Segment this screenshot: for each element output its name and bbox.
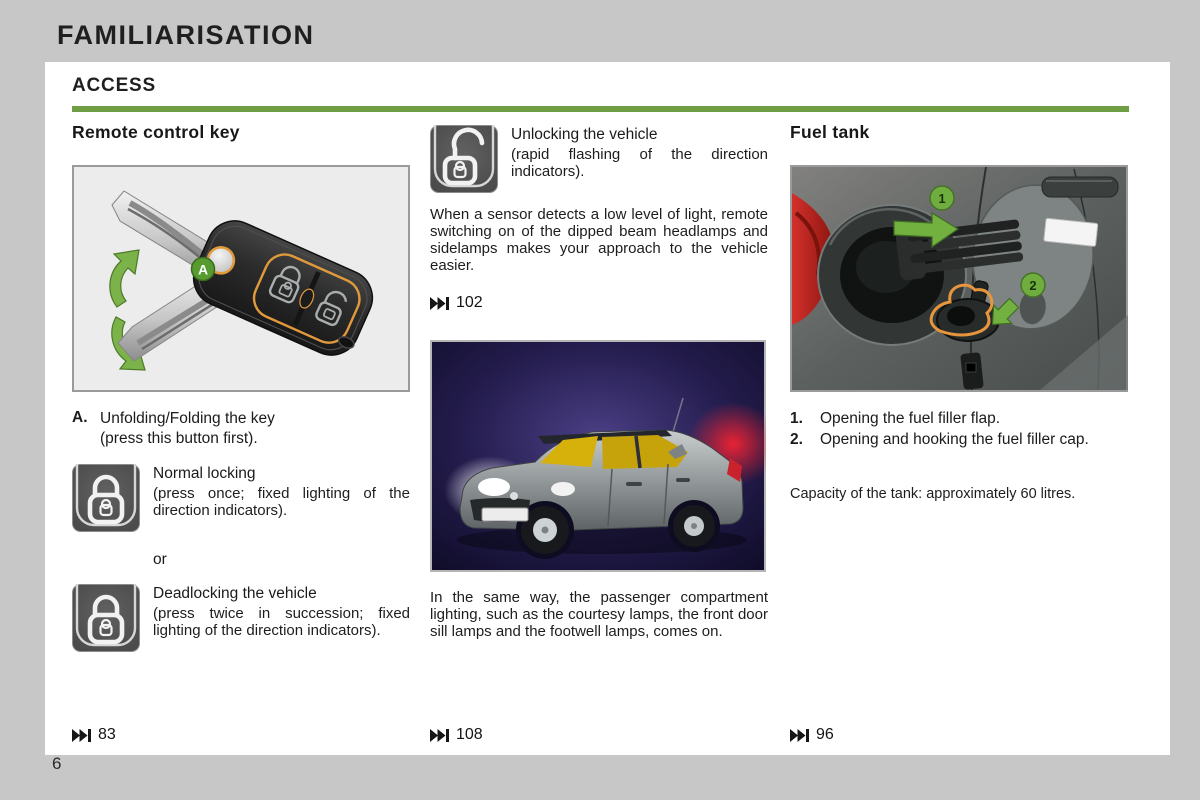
column-fuel-tank xyxy=(790,62,1128,755)
page-reference-number: 102 xyxy=(456,294,483,311)
page-title: FAMILIARISATION xyxy=(57,20,315,50)
flap-sticker xyxy=(1044,218,1098,246)
fuel-step-1 xyxy=(790,409,1128,429)
svg-text:A: A xyxy=(197,261,209,278)
item-a-label: A. xyxy=(72,409,88,426)
fuel-step-2 xyxy=(790,430,1128,450)
remote-key-heading: Remote control key xyxy=(72,122,240,142)
deadlocking-row xyxy=(72,584,410,652)
sensor-paragraph: When a sensor detects a low level of light, remote switching on of the dipped beam headlamps and sidelamps makes your approach to the vehicle easier. xyxy=(430,206,768,274)
lock-closed-icon xyxy=(72,584,140,652)
normal-locking-title: Normal locking xyxy=(153,465,256,482)
page-reference-icon xyxy=(790,729,809,742)
or-separator: or xyxy=(153,551,167,568)
unlocking-row xyxy=(430,125,768,193)
page-reference-icon xyxy=(72,729,91,742)
svg-text:1: 1 xyxy=(938,191,946,206)
step-number: 2. xyxy=(790,431,803,448)
item-a xyxy=(72,409,275,449)
deadlocking-detail: (press twice in succession; fixed lighting of the direction indicators). xyxy=(153,605,410,639)
page-reference xyxy=(430,726,483,744)
compartment-paragraph: In the same way, the passenger compartment lighting, such as the courtesy lamps, the front door sill lamps and the footwell lamps, comes on. xyxy=(430,589,768,640)
night-lighting-figure xyxy=(430,340,766,572)
page-reference-number: 96 xyxy=(816,726,834,743)
step-number: 1. xyxy=(790,410,803,427)
deadlocking-title: Deadlocking the vehicle xyxy=(153,585,317,602)
fuel-tank-figure xyxy=(790,165,1128,392)
page-reference-number: 83 xyxy=(98,726,116,743)
lock-closed-icon xyxy=(72,464,140,532)
unlocking-title: Unlocking the vehicle xyxy=(511,126,658,143)
marker-a xyxy=(192,258,215,281)
door-handle xyxy=(1042,177,1118,197)
content-sheet xyxy=(45,62,1170,755)
page-reference-number: 108 xyxy=(456,726,483,743)
step-text: Opening and hooking the fuel filler cap. xyxy=(820,431,1089,448)
page-reference-icon xyxy=(430,729,449,742)
svg-text:2: 2 xyxy=(1029,278,1037,293)
page-reference xyxy=(430,294,483,312)
section-title: ACCESS xyxy=(72,75,156,96)
page-number: 6 xyxy=(52,754,62,773)
fuel-tank-heading: Fuel tank xyxy=(790,122,870,142)
step-text: Opening the fuel filler flap. xyxy=(820,410,1001,427)
item-a-line1: Unfolding/Folding the key xyxy=(100,410,275,427)
normal-locking-detail: (press once; fixed lighting of the direction indicators). xyxy=(153,485,410,519)
unlocking-detail: (rapid flashing of the direction indicators). xyxy=(511,146,768,180)
column-remote-key xyxy=(72,62,410,755)
remote-key-figure xyxy=(72,165,410,392)
column-lighting xyxy=(430,62,768,755)
item-a-line2: (press this button first). xyxy=(100,430,258,447)
lock-open-icon xyxy=(430,125,498,193)
page-reference xyxy=(72,726,116,744)
page-reference xyxy=(790,726,834,744)
page-reference-icon xyxy=(430,297,449,310)
normal-locking-row xyxy=(72,464,410,532)
fuel-steps xyxy=(790,409,1128,451)
capacity-note: Capacity of the tank: approximately 60 litres. xyxy=(790,486,1076,502)
